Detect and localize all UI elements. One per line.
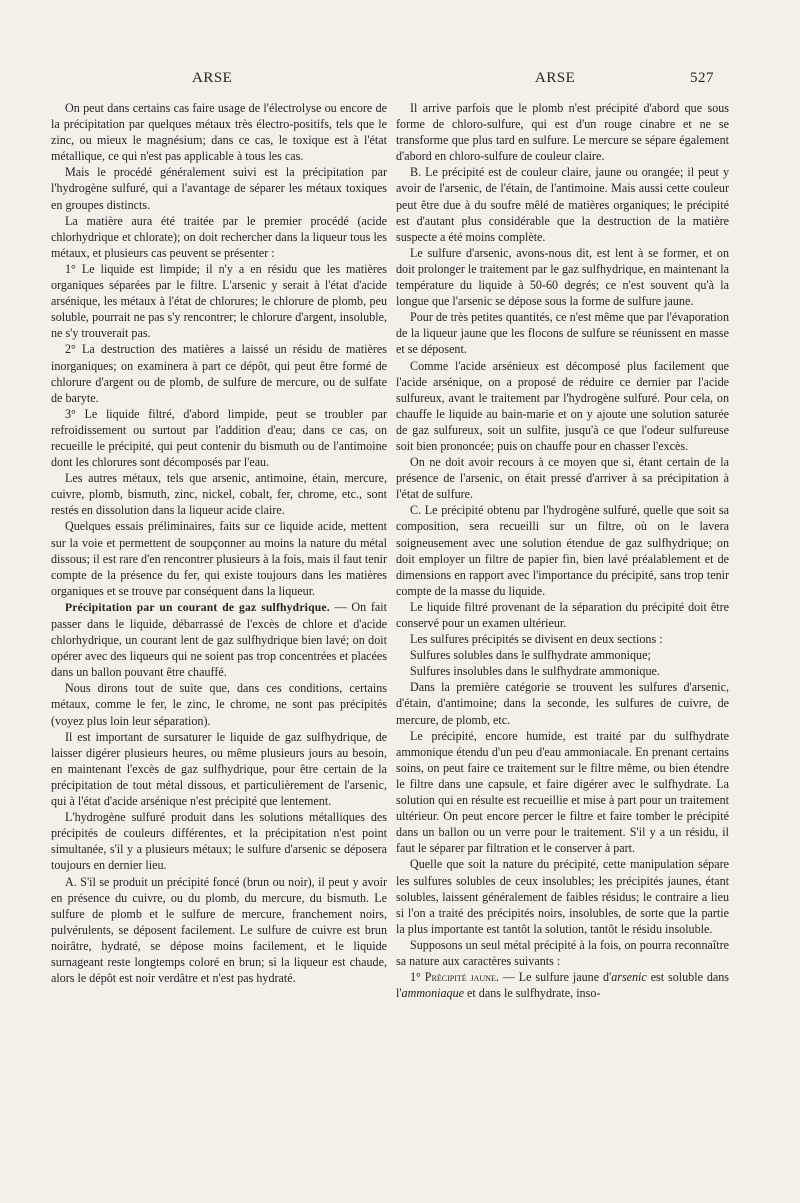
running-header [0,70,800,94]
paragraph: Quelle que soit la nature du précipité, cette manipulation sépare les sulfures solubles de ceux insolubles; les précipités jaunes, étant solubles, laissent généralement de faibles résidus; le contraire a lieu si l'on a traité des précipités noirs, insolubles, de sorte que la partie la plus importante est tantôt la solution, tantôt le résidu insoluble. [396,857,729,936]
paragraph: Le liquide filtré provenant de la séparation du précipité doit être conservé pour un examen ultérieur. [396,599,729,630]
list-number: 1° [410,970,425,985]
text-run: — Le sulfure jaune d' [498,970,612,985]
paragraph: L'hydrogène sulfuré produit dans les solutions métalliques des précipités de couleurs différentes, et la précipitation n'est point simultanée, s'il y a plusieurs métaux; le sulfure d'arsenic se déposera toujours en dernier lieu. [51,810,387,873]
paragraph: On ne doit avoir recours à ce moyen que si, étant certain de la présence de l'arsenic, on était pressé d'arriver à sa précipitation à l'état de sulfure. [396,455,729,502]
italic-term: ammoniaque [401,986,465,1001]
paragraph: Les autres métaux, tels que arsenic, antimoine, étain, mercure, cuivre, plomb, bismuth, zinc, nickel, cobalt, fer, chrome, etc., sont restés en dissolution dans la liqueur acide claire. [51,471,387,518]
paragraph: C. Le précipité obtenu par l'hydrogène sulfuré, quelle que soit sa composition, sera recueilli sur un filtre, où on le lavera soigneusement avec une solution étendue de gaz sulfhydrique; on doit employer un filtre de papier fin, bien lavé préalablement et de dimensions en rapport avec l'importance du précipité, sans trop tenir compte de la masse du liquide. [396,503,729,598]
paragraph: Pour de très petites quantités, ce n'est même que par l'évaporation de la liqueur jaune que les flocons de sulfure se réunissent en masse et se déposent. [396,310,729,357]
section-subheading: Précipitation par un courant de gaz sulfhydrique. [65,600,330,614]
paragraph: Sulfures insolubles dans le sulfhydrate ammonique. [410,664,660,679]
paragraph: Sulfures solubles dans le sulfhydrate ammonique; [410,648,651,663]
item-label: Précipité jaune. [424,970,499,985]
paragraph: Les sulfures précipités se divisent en deux sections : [410,632,663,647]
section-text: — On fait passer dans le liquide, débarrassé de l'excès de chlore et d'acide chlorhydrique, un courant lent de gaz sulfhydrique bien lavé; on doit opérer avec des liqueurs qui ne soient pas trop concentrées et placées dans un ballon pouvant être chauffé. [51,599,387,680]
paragraph: A. S'il se produit un précipité foncé (brun ou noir), il peut y avoir en présence du cuivre, ou du plomb, du mercure, du bismuth. Le sulfure de plomb et le sulfure de mercure, franchement noirs, pulvérulents, se déposent facilement. Le sulfure de cuivre est brun noirâtre, hydraté, se dépose moins facilement, et le liquide surnageant reste longtemps coloré en brun; si la liqueur est chaude, alors le dépôt est noir verdâtre et n'est pas hydraté. [51,874,387,986]
text-run: est soluble dans l' [396,970,730,1001]
paragraph: Quelques essais préliminaires, faits sur ce liquide acide, mettent sur la voie et permettent de soupçonner au moins la nature du métal dissous; il est rare d'en rencontrer plusieurs à la fois, mais il faut tenir compte de la présence du fer, qui existe toujours dans les matières organiques et se trouve par conséquent dans la liqueur. [51,519,388,598]
text-run: et dans le sulfhydrate, inso- [464,986,601,1001]
paragraph: La matière aura été traitée par le premier procédé (acide chlorhydrique et chlorate); on doit rechercher dans la liqueur tous les métaux, et plusieurs cas peuvent se présenter : [51,213,387,260]
final-paragraph [396,969,729,1001]
paragraph: Supposons un seul métal précipité à la fois, on pourra reconnaître sa nature aux caractères suivants : [396,937,729,968]
paragraph: 2° La destruction des matières a laissé un résidu de matières inorganiques; on examinera à part ce dépôt, qui peut être formé de chlorure d'argent ou de plomb, de sulfure de mercure, ou de sulfate de baryte. [51,342,387,405]
paragraph: B. Le précipité est de couleur claire, jaune ou orangée; il peut y avoir de l'arsenic, de l'étain, de l'antimoine. Mais aussi cette couleur peut être due à du soufre mêlé de matières organiques; le précipité est d'autant plus considérable que la destruction de la matière suspecte a été moins complète. [396,165,729,244]
section-paragraph [51,599,387,680]
right-column [396,100,729,1001]
paragraph: Dans la première catégorie se trouvent les sulfures d'arsenic, d'étain, d'antimoine; dans la seconde, les sulfures de cuivre, de mercure, de plomb, etc. [396,680,729,727]
paragraph: 3° Le liquide filtré, d'abord limpide, peut se troubler par refroidissement ou surtout par l'addition d'eau; dans ce cas, on recueille le précipité, qui peut contenir du bismuth ou de l'antimoine dont les chlorures sont décomposés par l'eau. [51,406,387,470]
italic-term: arsenic [611,970,647,985]
paragraph: Nous dirons tout de suite que, dans ces conditions, certains métaux, comme le fer, le zinc, le chrome, ne sont pas précipités (voyez plus loin leur séparation). [51,681,387,728]
left-column [51,100,387,986]
paragraph: Mais le procédé généralement suivi est la précipitation par l'hydrogène sulfuré, qui a l'avantage de séparer les métaux toxiques en groupes distincts. [51,165,387,212]
paragraph: Le précipité, encore humide, est traité par du sulfhydrate ammonique étendu d'un peu d'eau ammoniacale. En prenant certains soins, on peut faire ce traitement sur le filtre même, ou bien étendre le filtre dans une capsule, et faire digérer avec le sulfhydrate. La solution qui en résulte est recueillie et mise à part pour un traitement ultérieur. On peut encore percer le filtre et faire tomber le précipité dans un ballon ou un verre pour le traitement. S'il y a un résidu, il faut le séparer par filtration et le conserver à part. [396,728,729,856]
paragraph: Il est important de sursaturer le liquide de gaz sulfhydrique, de laisser digérer plusieurs heures, ou même plusieurs jours au besoin, en maintenant l'excès de gaz sulfhydrique, pour être certain de la précipitation de tout métal dissous, et particulièrement de l'arsenic, qui à l'état d'acide arsénique n'est précipité que lentement. [51,729,387,809]
paragraph: Il arrive parfois que le plomb n'est précipité d'abord que sous forme de chloro-sulfure, qui est d'un rouge cinabre et ne se transforme que plus tard en sulfure. Le mercure se sépare également d'abord en chloro-sulfure de couleur claire. [396,101,729,164]
right-running-title: ARSE [535,70,576,86]
paragraph: Comme l'acide arsénieux est décomposé plus facilement que l'acide arsénique, on a proposé de réduire ce dernier par l'acide sulfureux, avant le traitement par l'hydrogène sulfuré. Pour cela, on chauffe le liquide au bain-marie et on y ajoute une solution saturée de gaz sulfureux, soit un sulfite, jusqu'à ce que l'odeur sulfureuse soit bien prononcée; puis on chauffe pour en chasser l'excès. [396,358,729,453]
paragraph: On peut dans certains cas faire usage de l'électrolyse ou encore de la précipitation par quelques métaux très électro-positifs, tels que le zinc, ou mieux le magnésium; dans ce cas, le toxique est à l'état métallique, ce qui n'est pas applicable à tous les cas. [51,101,387,164]
paragraph: Le sulfure d'arsenic, avons-nous dit, est lent à se former, et on doit prolonger le traitement par le gaz sulfhydrique, en maintenant la température du liquide à 50-60 degrés; ce n'est souvent qu'à la longue que l'arsenic se dépose sous la forme de sulfure jaune. [396,245,729,309]
paragraph: 1° Le liquide est limpide; il n'y a en résidu que les matières organiques séparées par le filtre. L'arsenic y serait à l'état d'acide arsénique, les métaux à l'état de chlorures; le chlorure de plomb, peu soluble, pourrait ne pas s'y rencontrer; le chlorure d'argent, insoluble, ne s'y trouverait pas. [51,261,387,341]
page-number: 527 [690,70,714,86]
left-running-title: ARSE [192,70,233,86]
